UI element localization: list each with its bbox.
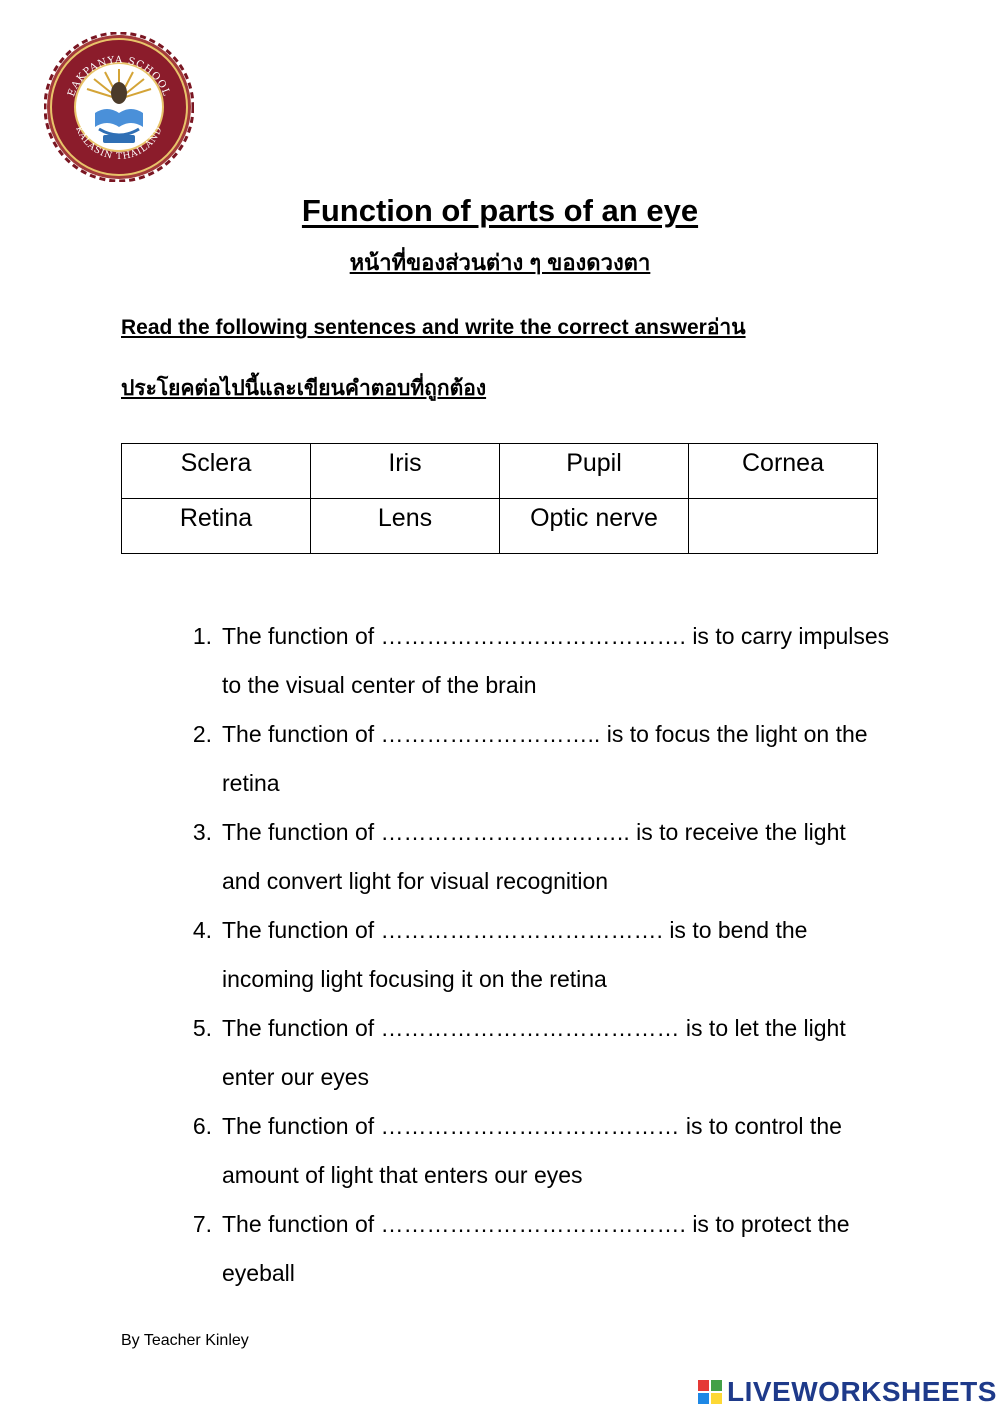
- liveworksheets-logo-icon: [697, 1379, 723, 1405]
- question-text-line-2: to the visual center of the brain: [222, 672, 537, 698]
- question-number: 7.: [192, 1211, 212, 1237]
- question-item: [176, 808, 896, 906]
- school-seal-icon: [44, 32, 194, 182]
- question-number: 3.: [192, 819, 212, 845]
- question-text-line-1[interactable]: The function of …………………………………. is to carry impulses: [222, 623, 890, 649]
- word-bank-cell: Pupil: [500, 444, 689, 499]
- question-text-line-1[interactable]: The function of ………………………………. is to bend the: [222, 917, 808, 943]
- page-title: Function of parts of an eye: [301, 193, 699, 228]
- question-text-line-2: incoming light focusing it on the retina: [222, 966, 607, 992]
- school-logo: [44, 32, 194, 182]
- question-number: 1.: [192, 623, 212, 649]
- question-number: 6.: [192, 1113, 212, 1139]
- question-item: [176, 1200, 896, 1298]
- brand-text: LIVEWORKSHEETS: [727, 1376, 997, 1407]
- question-number: 2.: [192, 721, 212, 747]
- word-bank-cell: Cornea: [689, 444, 878, 499]
- question-number: 5.: [192, 1015, 212, 1041]
- question-item: [176, 710, 896, 808]
- question-text-line-1[interactable]: The function of ………………………………… is to control the: [222, 1113, 842, 1139]
- question-item: [176, 906, 896, 1004]
- liveworksheets-brand[interactable]: [697, 1376, 997, 1408]
- word-bank-cell-empty: [689, 499, 878, 554]
- word-bank-row: [122, 444, 878, 499]
- question-number: 4.: [192, 917, 212, 943]
- question-list: [176, 612, 896, 1298]
- question-item: [176, 612, 896, 710]
- question-item: [176, 1004, 896, 1102]
- word-bank-row: [122, 499, 878, 554]
- word-bank-cell: Iris: [311, 444, 500, 499]
- word-bank-cell: Retina: [122, 499, 311, 554]
- logo-top-text: EAKPANYA SCHOOL: [66, 54, 172, 99]
- author-footer: By Teacher Kinley: [121, 1332, 249, 1349]
- question-text-line-2: retina: [222, 770, 280, 796]
- question-text-line-2: eyeball: [222, 1260, 295, 1286]
- instruction-line-2: ประโยคต่อไปนี้และเขียนคำตอบที่ถูกต้อง: [121, 377, 487, 400]
- question-text-line-2: enter our eyes: [222, 1064, 370, 1090]
- instruction-line-1: Read the following sentences and write the correct answerอ่าน: [121, 316, 746, 339]
- question-text-line-1[interactable]: The function of …………………………………. is to protect the: [222, 1211, 850, 1237]
- question-text-line-2: amount of light that enters our eyes: [222, 1162, 583, 1188]
- word-bank-table: [121, 443, 878, 554]
- question-text-line-2: and convert light for visual recognition: [222, 868, 609, 894]
- question-text-line-1[interactable]: The function of ………………………………… is to let the light: [222, 1015, 846, 1041]
- question-item: [176, 1102, 896, 1200]
- word-bank-cell: Optic nerve: [500, 499, 689, 554]
- page-subtitle-thai: หน้าที่ของส่วนต่าง ๆ ของดวงตา: [349, 250, 651, 275]
- word-bank-cell: Sclera: [122, 444, 311, 499]
- logo-bottom-text: KALASIN THAILAND: [73, 125, 165, 163]
- question-text-line-1[interactable]: The function of ……………………….. is to focus the light on the: [222, 721, 868, 747]
- word-bank-cell: Lens: [311, 499, 500, 554]
- question-text-line-1[interactable]: The function of …………………….…….. is to receive the light: [222, 819, 846, 845]
